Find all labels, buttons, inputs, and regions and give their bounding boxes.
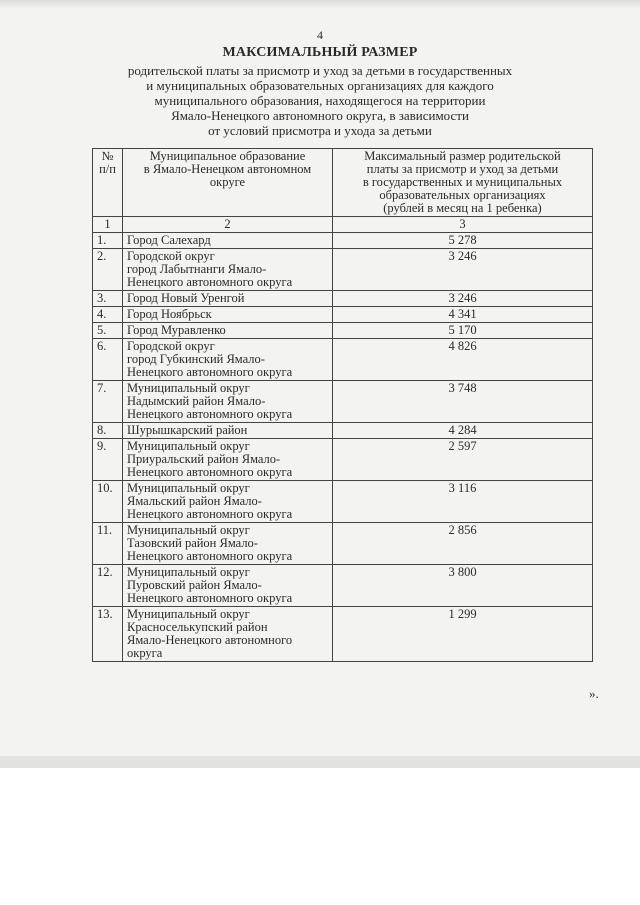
closing-quote-mark: ». bbox=[589, 686, 599, 701]
row-number: 5. bbox=[93, 323, 123, 339]
subtitle-line: родительской платы за присмотр и уход за детьми в государственных bbox=[127, 63, 513, 78]
municipality-name-line: Муниципальный округ bbox=[127, 607, 250, 621]
fee-value: 3 800 bbox=[333, 565, 593, 607]
municipality-name-line: Ненецкого автономного округа bbox=[127, 465, 293, 479]
header-line: образовательных организациях bbox=[379, 188, 546, 202]
municipality-name bbox=[123, 323, 333, 339]
header-line: Муниципальное образование bbox=[149, 149, 306, 163]
municipality-name-line: Ненецкого автономного округа bbox=[127, 549, 293, 563]
municipality-name bbox=[123, 249, 333, 291]
municipality-name-line: Ненецкого автономного округа bbox=[127, 507, 293, 521]
table-row bbox=[93, 323, 593, 339]
municipality-name-line: город Губкинский Ямало- bbox=[127, 352, 265, 366]
table-row bbox=[93, 523, 593, 565]
municipality-name-line: город Лабытнанги Ямало- bbox=[127, 262, 267, 276]
header-municipality bbox=[123, 149, 333, 217]
municipality-name-line: Пуровский район Ямало- bbox=[127, 578, 262, 592]
table-row bbox=[93, 607, 593, 662]
municipality-name bbox=[123, 339, 333, 381]
table-body bbox=[93, 233, 593, 662]
scan-edge-bottom bbox=[0, 756, 640, 768]
page-number: 4 bbox=[317, 28, 323, 42]
municipality-name bbox=[123, 523, 333, 565]
header-line: в государственных и муниципальных bbox=[362, 175, 563, 189]
municipality-name-line: Муниципальный округ bbox=[127, 523, 250, 537]
fee-value: 1 299 bbox=[333, 607, 593, 662]
row-number: 8. bbox=[93, 423, 123, 439]
municipality-name-line: Город Муравленко bbox=[127, 323, 226, 337]
municipality-name-line: Ямальский район Ямало- bbox=[127, 494, 262, 508]
municipality-name bbox=[123, 381, 333, 423]
column-index: 2 bbox=[123, 217, 333, 233]
row-number: 7. bbox=[93, 381, 123, 423]
fee-value: 4 284 bbox=[333, 423, 593, 439]
column-index: 3 bbox=[333, 217, 593, 233]
document-subtitle bbox=[80, 63, 560, 138]
municipality-name bbox=[123, 439, 333, 481]
table-row bbox=[93, 307, 593, 323]
municipality-name-line: Шурышкарский район bbox=[127, 423, 248, 437]
municipality-name-line: Городской округ bbox=[127, 339, 215, 353]
subtitle-line: Ямало-Ненецкого автономного округа, в зависимости bbox=[171, 108, 469, 123]
municipality-name bbox=[123, 233, 333, 249]
municipality-name-line: Муниципальный округ bbox=[127, 381, 250, 395]
municipality-name bbox=[123, 423, 333, 439]
table-row bbox=[93, 291, 593, 307]
row-number: 6. bbox=[93, 339, 123, 381]
header-line: в Ямало-Ненецком автономном bbox=[143, 162, 312, 176]
table-row bbox=[93, 233, 593, 249]
subtitle-line: муниципального образования, находящегося на территории bbox=[154, 93, 486, 108]
table-row bbox=[93, 481, 593, 523]
fee-value: 2 597 bbox=[333, 439, 593, 481]
municipality-name-line: Ненецкого автономного округа bbox=[127, 591, 293, 605]
municipality-name-line: Город Ноябрьск bbox=[127, 307, 212, 321]
municipality-name-line: Муниципальный округ bbox=[127, 565, 250, 579]
scan-edge-top bbox=[0, 0, 640, 9]
row-number: 2. bbox=[93, 249, 123, 291]
header-fee bbox=[333, 149, 593, 217]
municipality-name-line: Приуральский район Ямало- bbox=[127, 452, 281, 466]
municipality-name-line: Муниципальный округ bbox=[127, 481, 250, 495]
fee-value: 3 748 bbox=[333, 381, 593, 423]
municipality-name-line: Ненецкого автономного округа bbox=[127, 407, 293, 421]
municipality-name-line: Красноселькупский район bbox=[127, 620, 268, 634]
fee-value: 2 856 bbox=[333, 523, 593, 565]
row-number: 9. bbox=[93, 439, 123, 481]
municipality-name bbox=[123, 565, 333, 607]
municipality-name-line: Городской округ bbox=[127, 249, 215, 263]
table-row bbox=[93, 565, 593, 607]
table-row bbox=[93, 381, 593, 423]
row-number: 10. bbox=[93, 481, 123, 523]
header-line: округе bbox=[209, 175, 246, 189]
municipality-name bbox=[123, 291, 333, 307]
table-row bbox=[93, 339, 593, 381]
municipality-name bbox=[123, 607, 333, 662]
subtitle-line: и муниципальных образовательных организациях для каждого bbox=[146, 78, 494, 93]
header-num bbox=[93, 149, 123, 217]
fee-value: 4 341 bbox=[333, 307, 593, 323]
fee-value: 5 278 bbox=[333, 233, 593, 249]
municipality-name-line: Город Салехард bbox=[127, 233, 211, 247]
row-number: 3. bbox=[93, 291, 123, 307]
table-row bbox=[93, 423, 593, 439]
document-title: МАКСИМАЛЬНЫЙ РАЗМЕР bbox=[222, 45, 418, 60]
municipality-name-line: Муниципальный округ bbox=[127, 439, 250, 453]
municipality-name-line: Тазовский район Ямало- bbox=[127, 536, 258, 550]
fee-value: 3 116 bbox=[333, 481, 593, 523]
column-index: 1 bbox=[93, 217, 123, 233]
municipality-name-line: Надымский район Ямало- bbox=[127, 394, 266, 408]
fee-value: 4 826 bbox=[333, 339, 593, 381]
header-line: платы за присмотр и уход за детьми bbox=[366, 162, 559, 176]
table-row bbox=[93, 249, 593, 291]
subtitle-line: от условий присмотра и ухода за детьми bbox=[208, 123, 432, 138]
row-number: 1. bbox=[93, 233, 123, 249]
row-number: 13. bbox=[93, 607, 123, 662]
header-line: п/п bbox=[99, 162, 116, 176]
municipality-name bbox=[123, 481, 333, 523]
municipality-name-line: округа bbox=[127, 646, 163, 660]
fee-table bbox=[92, 148, 593, 662]
table-header-row bbox=[93, 149, 593, 217]
fee-value: 5 170 bbox=[333, 323, 593, 339]
municipality-name-line: Город Новый Уренгой bbox=[127, 291, 245, 305]
municipality-name-line: Ненецкого автономного округа bbox=[127, 365, 293, 379]
header-line: Максимальный размер родительской bbox=[364, 149, 561, 163]
row-number: 12. bbox=[93, 565, 123, 607]
row-number: 4. bbox=[93, 307, 123, 323]
fee-value: 3 246 bbox=[333, 291, 593, 307]
municipality-name bbox=[123, 307, 333, 323]
header-line: (рублей в месяц на 1 ребенка) bbox=[383, 201, 542, 215]
row-number: 11. bbox=[93, 523, 123, 565]
header-line: № bbox=[101, 149, 114, 163]
column-index-row bbox=[93, 217, 593, 233]
municipality-name-line: Ненецкого автономного округа bbox=[127, 275, 293, 289]
municipality-name-line: Ямало-Ненецкого автономного bbox=[127, 633, 293, 647]
table-row bbox=[93, 439, 593, 481]
fee-value: 3 246 bbox=[333, 249, 593, 291]
